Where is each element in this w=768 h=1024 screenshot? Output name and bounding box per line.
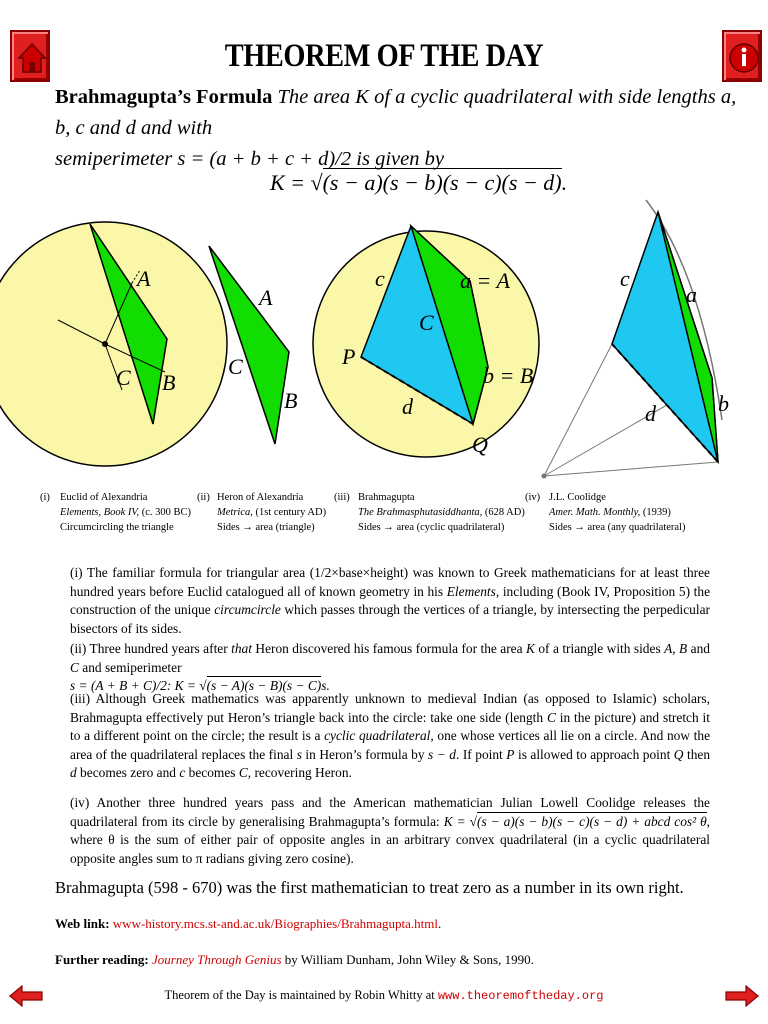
stmt-text: The area [277,86,351,108]
footer-url[interactable]: www.theoremoftheday.org [437,989,604,1003]
paragraph-ii: (ii) Three hundred years after that Heron discovered his famous formula for the area K of a triangle with sides A, B and C and semiperimeter s = (A + B + C)/2: K = √(s − A)(s − B)(s − C)s. [70,641,710,694]
caption-iv [525,490,686,535]
caption-line: Sides → area (any quadrilateral) [549,522,686,533]
caption-num: (ii) [197,492,210,503]
caption-i [40,490,192,535]
stmt-text: and with [140,117,213,139]
home-button[interactable] [10,30,50,82]
caption-source: Metrica, [217,507,253,518]
label-d: d [402,394,413,419]
stmt-text: of a cyclic quadrilateral with side lengths [374,86,716,108]
caption-ii [197,490,327,535]
caption-iii [334,490,525,535]
label-C: C [419,310,434,335]
web-link-label: Web link: [55,916,110,931]
stmt-text: is given by [356,148,444,170]
label-C: C [228,354,243,379]
caption-line: Sides → area (triangle) [217,522,315,533]
label-b-equals-B: b = B [483,363,534,388]
label-B: B [162,370,176,395]
paragraph-iii: (iii) Although Greek mathematics was apparently unknown to medieval Indian (as opposed to Islamic) scholars, Brahmagupta effectively put Heron’s triangle back into the circle: take one side (length C in the picture) and stretch it to a different point on the circle; the result is a cyclic quadrilateral, one whose vertices all lie on a circle. And now the area of the quadrilateral replaces the final s in Heron’s formula by s − d. If point P is allowed to approach point Q then d becomes zero and c becomes C, recovering Heron. [70,691,711,781]
label-A: A [137,266,151,291]
stmt-sides: a, b, c [55,86,737,139]
web-link-url[interactable]: www-history.mcs.st-and.ac.uk/Biographies/Brahmagupta.html [112,916,438,931]
label-C: C [116,365,131,390]
caption-source: Elements, Book IV, [60,507,140,518]
caption-date: (1939) [640,507,671,518]
label-Q: Q [472,432,488,457]
caption-num: (iv) [525,492,541,503]
paragraph-i: (i) The familiar formula for triangular area (1/2×base×height) was known to Greek mathematicians for at least three hundred years before Euclid catalogued all of known geometry in his Elements, including (Book IV, Proposition 5) the construction of the unique circumcircle which passes through the vertices of a triangle, by intersecting the perpedicular bisectors of its sides. [70,565,711,636]
stmt-text: semiperimeter [55,148,173,170]
figure-euclid [0,222,227,466]
caption-num: (iii) [334,492,350,503]
formula-lhs: K = [270,170,306,195]
web-link: Web link: www-history.mcs.st-and.ac.uk/Biographies/Brahmagupta.html. [55,916,442,931]
stmt-semiperimeter: s = (a + b + c + d)/2 [177,148,352,170]
book-details: by William Dunham, John Wiley & Sons, 1990. [281,952,534,967]
caption-date: (c. 300 BC) [139,507,192,518]
caption-line: J.L. Coolidge [549,492,606,503]
label-a-equals-A: a = A [460,268,510,293]
label-c: c [375,266,385,291]
caption-line: Circumcircling the triangle [60,522,174,533]
stmt-d: d [125,117,136,139]
next-arrow-icon[interactable] [724,984,760,1008]
caption-line: Heron of Alexandria [217,492,304,503]
label-B: B [284,388,298,413]
further-reading-label: Further reading: [55,952,149,967]
caption-date: (1st century AD) [252,507,327,518]
footer-text: Theorem of the Day is maintained by Robin Whitty at [164,988,438,1002]
formula-end: . [561,170,568,195]
label-a: a [686,282,697,307]
caption-line: Sides → area (cyclic quadrilateral) [358,522,505,533]
previous-arrow-icon[interactable] [8,984,44,1008]
footer [0,988,768,1003]
info-button[interactable] [722,30,762,82]
page-title: THEOREM OF THE DAY [224,38,544,74]
stmt-text: and [89,117,121,139]
stmt-K: K [355,86,369,108]
home-icon [12,32,52,84]
caption-line: Euclid of Alexandria [60,492,148,503]
label-b: b [718,391,729,416]
figure-brahmagupta [313,226,539,457]
quadrilateral [612,212,718,462]
caption-date: (628 AD) [482,507,525,518]
book-title: Journey Through Genius [152,952,282,967]
zero-note: Brahmagupta (598 - 670) was the first mathematician to treat zero as a number in its own right. [55,878,684,897]
figures [0,190,768,490]
caption-source: Amer. Math. Monthly, [549,507,641,518]
caption-source: The Brahmasphutasiddhanta, [358,507,483,518]
caption-line: Brahmagupta [358,492,415,503]
further-reading [55,952,534,968]
theorem-statement [55,82,755,175]
label-A: A [259,285,273,310]
formula-radicand: (s − a)(s − b)(s − c)(s − d) [322,170,562,195]
caption-num: (i) [40,492,50,503]
brahmagupta-formula: K = √(s − a)(s − b)(s − c)(s − d). [270,170,568,195]
figure-coolidge [542,200,730,479]
label-c: c [620,266,630,291]
theorem-name: Brahmagupta’s Formula [55,86,273,108]
paragraph-iv: (iv) Another three hundred years pass and the American mathematician Julian Lowell Coolidge releases the quadrilateral from its circle by generalising Brahmagupta’s formula: K = √(s − a)(s − b)(s − c)(s − d) + abcd cos² θ, where θ is the sum of either pair of opposite angles in an arbitrary convex quadrilateral (in a cyclic quadrilateral opposite angles sum to π radians giving zero cosine). [70,795,711,866]
label-d: d [645,401,656,426]
label-P: P [342,344,356,369]
info-icon [724,32,764,84]
